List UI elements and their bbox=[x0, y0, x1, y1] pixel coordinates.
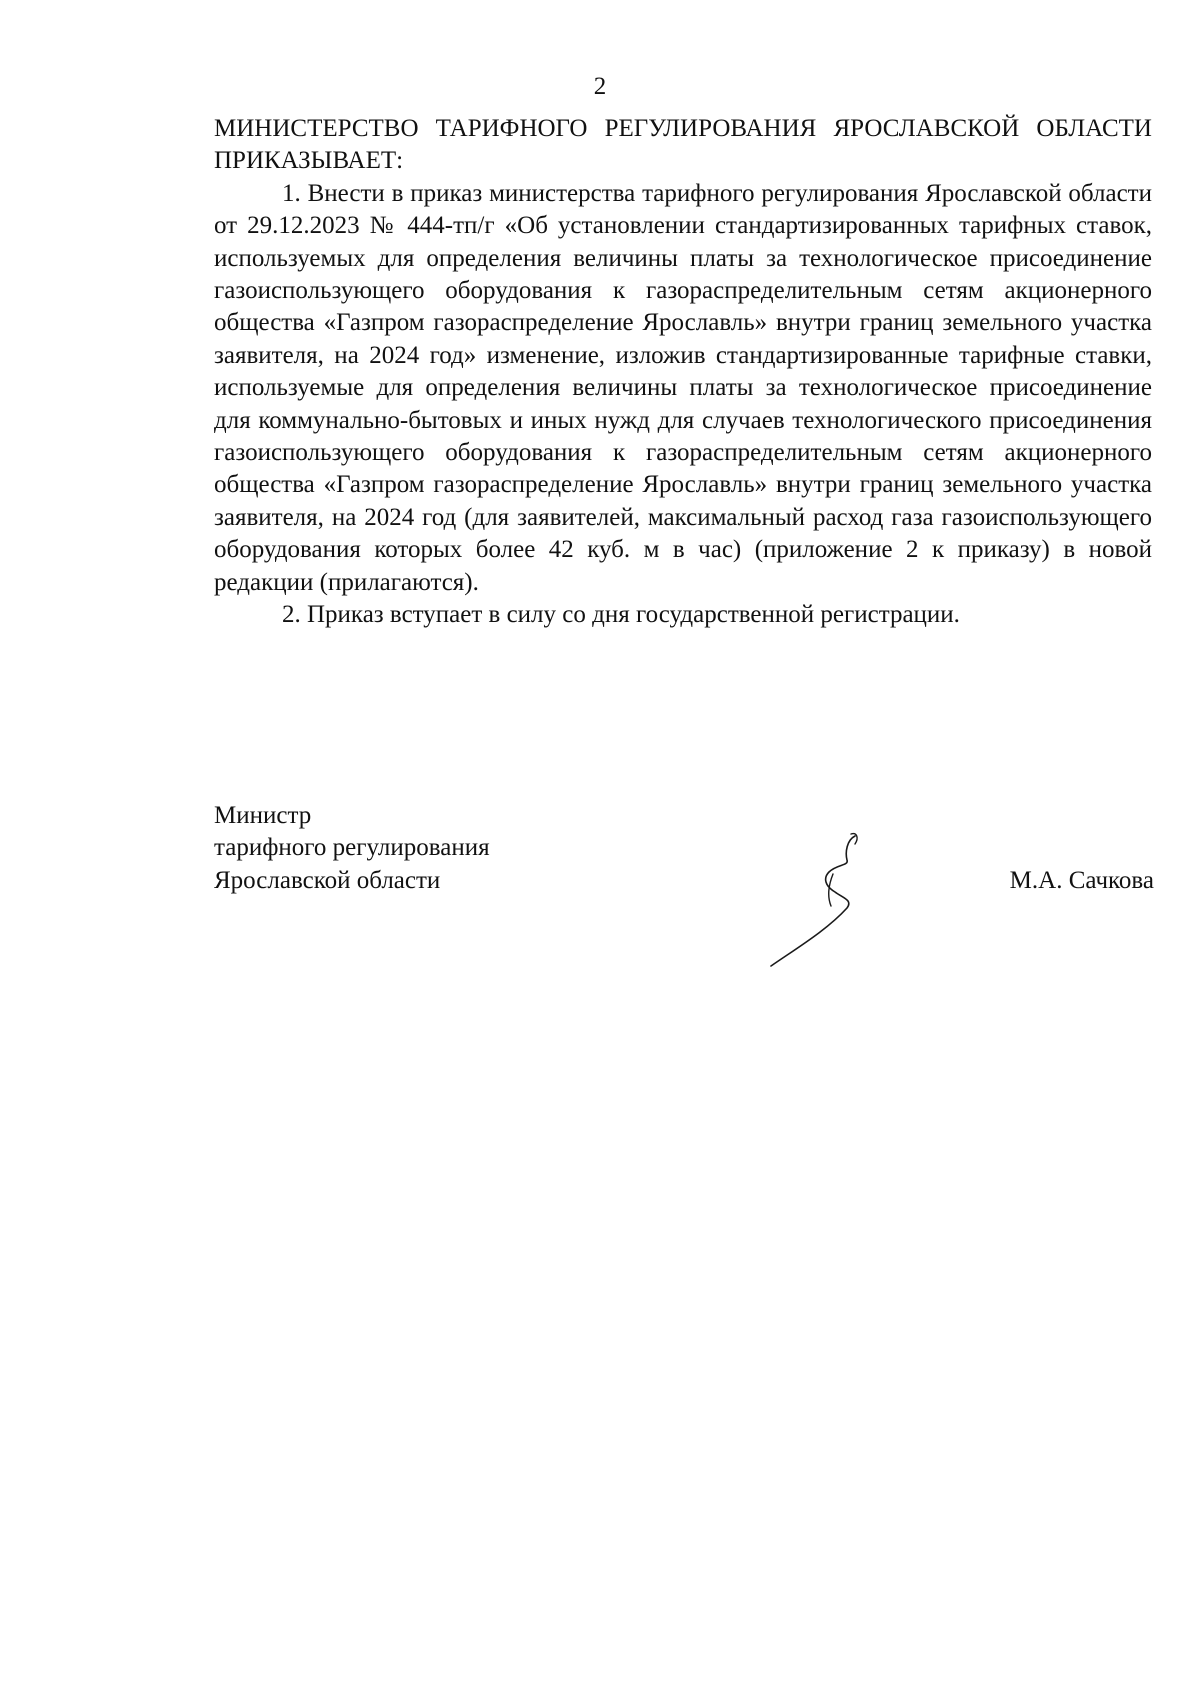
signer-name: М.А. Сачкова bbox=[1009, 867, 1154, 894]
handwritten-signature bbox=[767, 830, 877, 970]
signer-title bbox=[214, 800, 614, 897]
page-number: 2 bbox=[593, 73, 607, 100]
order-clause-2: 2. Приказ вступает в силу со дня государственной регистрации. bbox=[282, 601, 960, 629]
order-clause-1: 1. Внести в приказ министерства тарифного регулирования Ярославской области от 29.12.2023 № 444-тп/г «Об установлении стандартизированных тарифных ставок, используемых для определения величины платы за технологическое присоединение газоиспользующего оборудования к газораспределительным сетям акционерного общества «Газпром газораспределение Ярославль» внутри границ земельного участка заявителя, на 2024 год» изменение, изложив стандартизированные тарифные ставки, используемые для определения величины платы за технологическое присоединение для коммунально-бытовых и иных нужд для случаев технологического присоединения газоиспользующего оборудования к газораспределительным сетям акционерного общества «Газпром газораспределение Ярославль» внутри границ земельного участка заявителя, на 2024 год (для заявителей, максимальный расход газа газоиспользующего оборудования которых более 42 куб. м в час) (приложение 2 к приказу) в новой редакции (прилагаются). bbox=[214, 179, 1152, 596]
order-body bbox=[214, 113, 1152, 632]
signature-block bbox=[214, 800, 1154, 970]
signer-title-line: Министр bbox=[214, 802, 312, 829]
signer-title-line: Ярославской области bbox=[214, 866, 441, 894]
order-preamble: МИНИСТЕРСТВО ТАРИФНОГО РЕГУЛИРОВАНИЯ ЯРОСЛАВСКОЙ ОБЛАСТИ ПРИКАЗЫВАЕТ: bbox=[214, 115, 1152, 175]
signer-title-line: тарифного регулирования bbox=[214, 834, 490, 862]
